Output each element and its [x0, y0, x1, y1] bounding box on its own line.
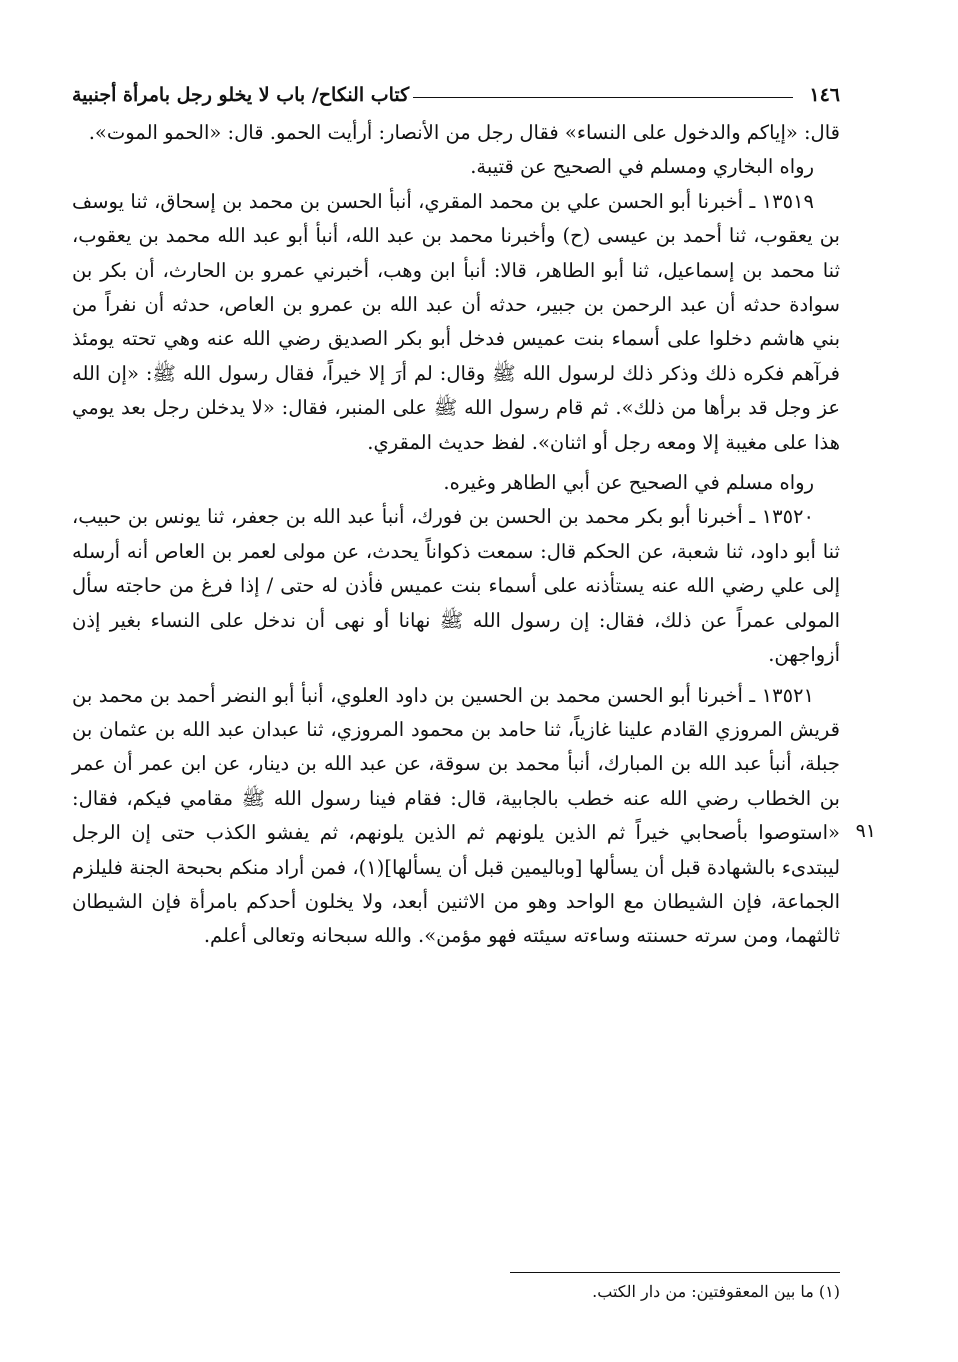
header-title: كتاب النكاح/ باب لا يخلو رجل بامرأة أجنبية: [72, 84, 410, 106]
running-header: [72, 70, 840, 106]
hadith-13519: ١٣٥١٩ ـ أخبرنا أبو الحسن علي بن محمد المقري، أنبأ الحسن بن محمد بن إسحاق، ثنا يوسف بن يعقوب، ثنا أحمد بن عيسى (ح) وأخبرنا محمد بن عبد الله، أنبأ أبو عبد الله محمد بن يعقوب، ثنا محمد بن إسماعيل، ثنا أبو الطاهر، قالا: أنبأ ابن وهب، أخبرني عمرو بن الحارث، أن بكر بن سوادة حدثه أن عبد الرحمن بن جبير، حدثه أن عبد الله بن عمرو بن العاص، حدثه أن نفراً من بني هاشم دخلوا على أسماء بنت عميس فدخل أبو بكر الصديق رضي الله عنه وهي تحته يومئذ فرآهم فكره ذلك وذكر ذلك لرسول الله ﷺ وقال: لم أرَ إلا خيراً، فقال رسول الله ﷺ: «إن الله عز وجل قد برأها من ذلك». ثم قام رسول الله ﷺ على المنبر، فقال: «لا يدخلن رجل بعد يومي هذا على مغيبة إلا ومعه رجل أو اثنان». لفظ حديث المقري.: [72, 189, 840, 454]
margin-folio-number: ٩١: [855, 820, 876, 842]
footnote-rule: [510, 1272, 840, 1273]
paragraph: قال: «إياكم والدخول على النساء» فقال رجل من الأنصار: أرأيت الحمو. قال: «الحمو الموت».: [88, 121, 840, 144]
page-number: ١٤٦: [809, 84, 840, 106]
hadith-13520: ١٣٥٢٠ ـ أخبرنا أبو بكر محمد بن الحسن بن فورك، أنبأ عبد الله بن جعفر، ثنا يونس بن حبيب، ثنا أبو داود، ثنا شعبة، عن الحكم قال: سمعت ذكواناً يحدث، عن مولى لعمر بن العاص أنه أرسله إلى علي رضي الله عنه يستأذنه على أسماء بنت عميس فأذن له حتى / إذا فرغ من حاجته سأل المولى عمراً عن ذلك، فقال: إن رسول الله ﷺ نهانا أو نهى أن ندخل على النساء بغير إذن أزواجهن.: [72, 505, 840, 667]
main-text: [72, 116, 840, 954]
header-rule: [413, 97, 793, 98]
footnote: (١) ما بين المعقوفتين: من دار الكتب.: [592, 1282, 840, 1301]
paragraph: رواه البخاري ومسلم في الصحيح عن قتيبة.: [470, 155, 814, 179]
paragraph: رواه مسلم في الصحيح عن أبي الطاهر وغيره.: [443, 471, 814, 495]
hadith-13521: ١٣٥٢١ ـ أخبرنا أبو الحسن محمد بن الحسين بن داود العلوي، أنبأ أبو النضر أحمد بن محمد بن قريش المروزي القادم علينا غازياً، ثنا حامد بن محمود المروزي، ثنا عبدان عبد الله بن عثمان بن جبلة، أنبأ عبد الله بن المبارك، أنبأ محمد بن سوقة، عن عبد الله بن دينار، عن ابن عمر أن عمر بن الخطاب رضي الله عنه خطب بالجابية، قال: فقام فينا رسول الله ﷺ مقامي فيكم، فقال: «استوصوا بأصحابي خيراً ثم الذين يلونهم ثم الذين يلونهم، ثم يفشو الكذب حتى إن الرجل ليبتدىء بالشهادة قبل أن يسألها [وباليمين قبل أن يسألها](١)، فمن أراد منكم بحبحة الجنة فليلزم الجماعة، فإن الشيطان مع الواحد وهو من الاثنين أبعد، ولا يخلون أحدكم بامرأة فإن الشيطان ثالثهما، ومن سرته حسنته وساءته سيئته فهو مؤمن». والله سبحانه وتعالى أعلم.: [72, 683, 841, 948]
page: [72, 70, 840, 954]
